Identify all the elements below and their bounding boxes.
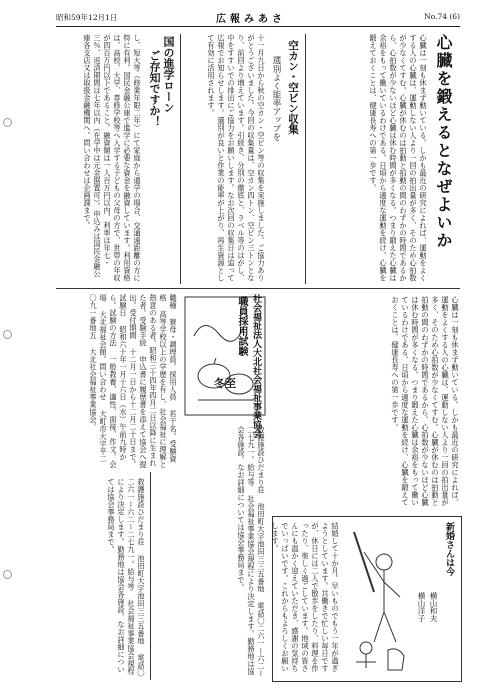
column-heading: 新婚さんは今 bbox=[444, 522, 454, 576]
recruit-heading: 社会福祉法人大北社会福祉事業協会 bbox=[251, 294, 261, 438]
akikan-subheading: 選別よく能率アップを bbox=[271, 56, 281, 141]
akikan-body: 十一月九日から秋の空カン・空ビン等の収集を実施しました。ご協力ありがとうございました。今回の収集量は、空カン四トン、空ビン三トンとなり、前回より増えています。引続き、分別の徹底と、ラベル等のはがし、中をすすいでの排出にご協力をお願いします。なお次回の収集日は追って広報でお知らせします。選別が良いと作業の能率が上がり、再生資源として有効に活用されます。 bbox=[207, 34, 266, 282]
recruit-conditions: 救護施設ひだまり荘 池田町大字池田三三五番地 電話〇二六一ー六二ー二七九一。給与等 社会福祉事業協会規程により決定します。勤務地は協会各施設。なお詳細については協会事務局まで。 bbox=[107, 478, 146, 677]
column-rule bbox=[180, 34, 181, 284]
issue-date: 昭和59年12月1日 bbox=[56, 13, 118, 22]
illustration-label: 冬至 bbox=[214, 377, 236, 390]
column-rule bbox=[150, 472, 151, 680]
issue-number: No.74 (6) bbox=[424, 12, 460, 21]
newsletter-title: 広報みあさ bbox=[216, 14, 286, 25]
column-body: 結婚して十か月。早いものでもう一年が過ぎようとしています。共働きで忙しい毎日ですが、休日には二人で散歩をしたり、料理を作ったり、楽しく過ごしています。地域の皆さんにも温かく迎えていただき、感謝の気持ちでいっぱいです。これからもよろしくお願いします。 bbox=[271, 522, 340, 672]
loan-heading: 国の進学ローン bbox=[162, 36, 175, 113]
recruit-heading-2: 職員採用試験 bbox=[236, 296, 247, 356]
binder-hole bbox=[3, 118, 12, 127]
akikan-heading: 空カン・空ビン収集 bbox=[287, 40, 299, 135]
binder-hole bbox=[3, 330, 12, 339]
section-rule bbox=[56, 288, 460, 289]
heart-body: 心臓は一刻も休まず動いている。しかも最近の研究によれば、運動をよくする人の心臓は、運動しない人より一回の拍出量が多く、そのため心拍数が少なくてすむ。心臓が休むのは拍動と拍動の間のわずかの時間であるから、心拍数が少ないほど心臓は休む時間が多くなる。つまり鍛えた心臓は余裕をもって働いているわけである。日頃から適度な運動を続け、心臓を鍛えておくことは、健康長寿への第一歩です。 bbox=[369, 34, 428, 282]
column-author-2: 横山洋子 bbox=[417, 592, 426, 622]
column-author-1: 横山和夫 bbox=[429, 592, 438, 622]
mochi-pounding-illustration bbox=[344, 522, 410, 672]
page-header bbox=[56, 10, 460, 27]
heart-heading: 心臓を鍛えるとなぜよいか bbox=[434, 34, 453, 250]
loan-heading-2: ご存知ですか！ bbox=[148, 50, 161, 127]
recruit-body: 職種 寮母・調理員。採用人員 若干名。受験資格 高等学校以上の学歴を有し、社会福祉に理解と熱意のある者。昭和三十四年四月二日以降に生まれた者。受験手続 申込書に履歴書を添えて協会へ提出。受付期間 十二月一日から十二月二十日まで。試験日 昭和六十年一月十六日（水）午前九時から。試験の方法 一般教養、適性、面接、作文。会場 大北福祉会館。問い合わせ 大町市大字平二〇九一番地五 大北社会福祉事業協会。 bbox=[89, 294, 178, 469]
binder-hole bbox=[3, 570, 12, 579]
loan-body: し、短大等（修業年限二年）にて家庭から通学の場合、交通遠距離の方に特に有利。国民金融公庫で進学に必要な資金を融資しています。利用資格は、高校、大学、専修学校等へ入学する子どもの父母の方で、世帯の年収が四百万円以下であること。融資額は一人百万円以内、利率は年七・三％、返済期間は七年以内（在学中は元金据置可）。申込みは国民金融公庫各支店又は取扱金融機関へ。問い合わせは企画課まで。 bbox=[83, 34, 142, 282]
kyushoku-detail: 救護施設ひだまり荘 池田町大字池田三三五番地 電話〇二六一ー六二ー二七九一。給与等 社会福祉事業協会規程により決定します。勤務地は協会各施設。なお詳細については協会事務局まで。 bbox=[237, 426, 266, 678]
heart-body-continued: 心臓は一刻も休まず動いている。しかも最近の研究によれば、運動をよくする人の心臓は、運動しない人より一回の拍出量が多く、そのため心拍数が少なくてすむ。心臓が休むのは拍動と拍動の間のわずかの時間であるから、心拍数が少ないほど心臓は休む時間が多くなる。つまり鍛えた心臓は余裕をもって働いているわけである。日頃から適度な運動を続け、心臓を鍛えておくことは、健康長寿への第一歩です。 bbox=[391, 296, 460, 506]
column-rule bbox=[305, 34, 306, 284]
